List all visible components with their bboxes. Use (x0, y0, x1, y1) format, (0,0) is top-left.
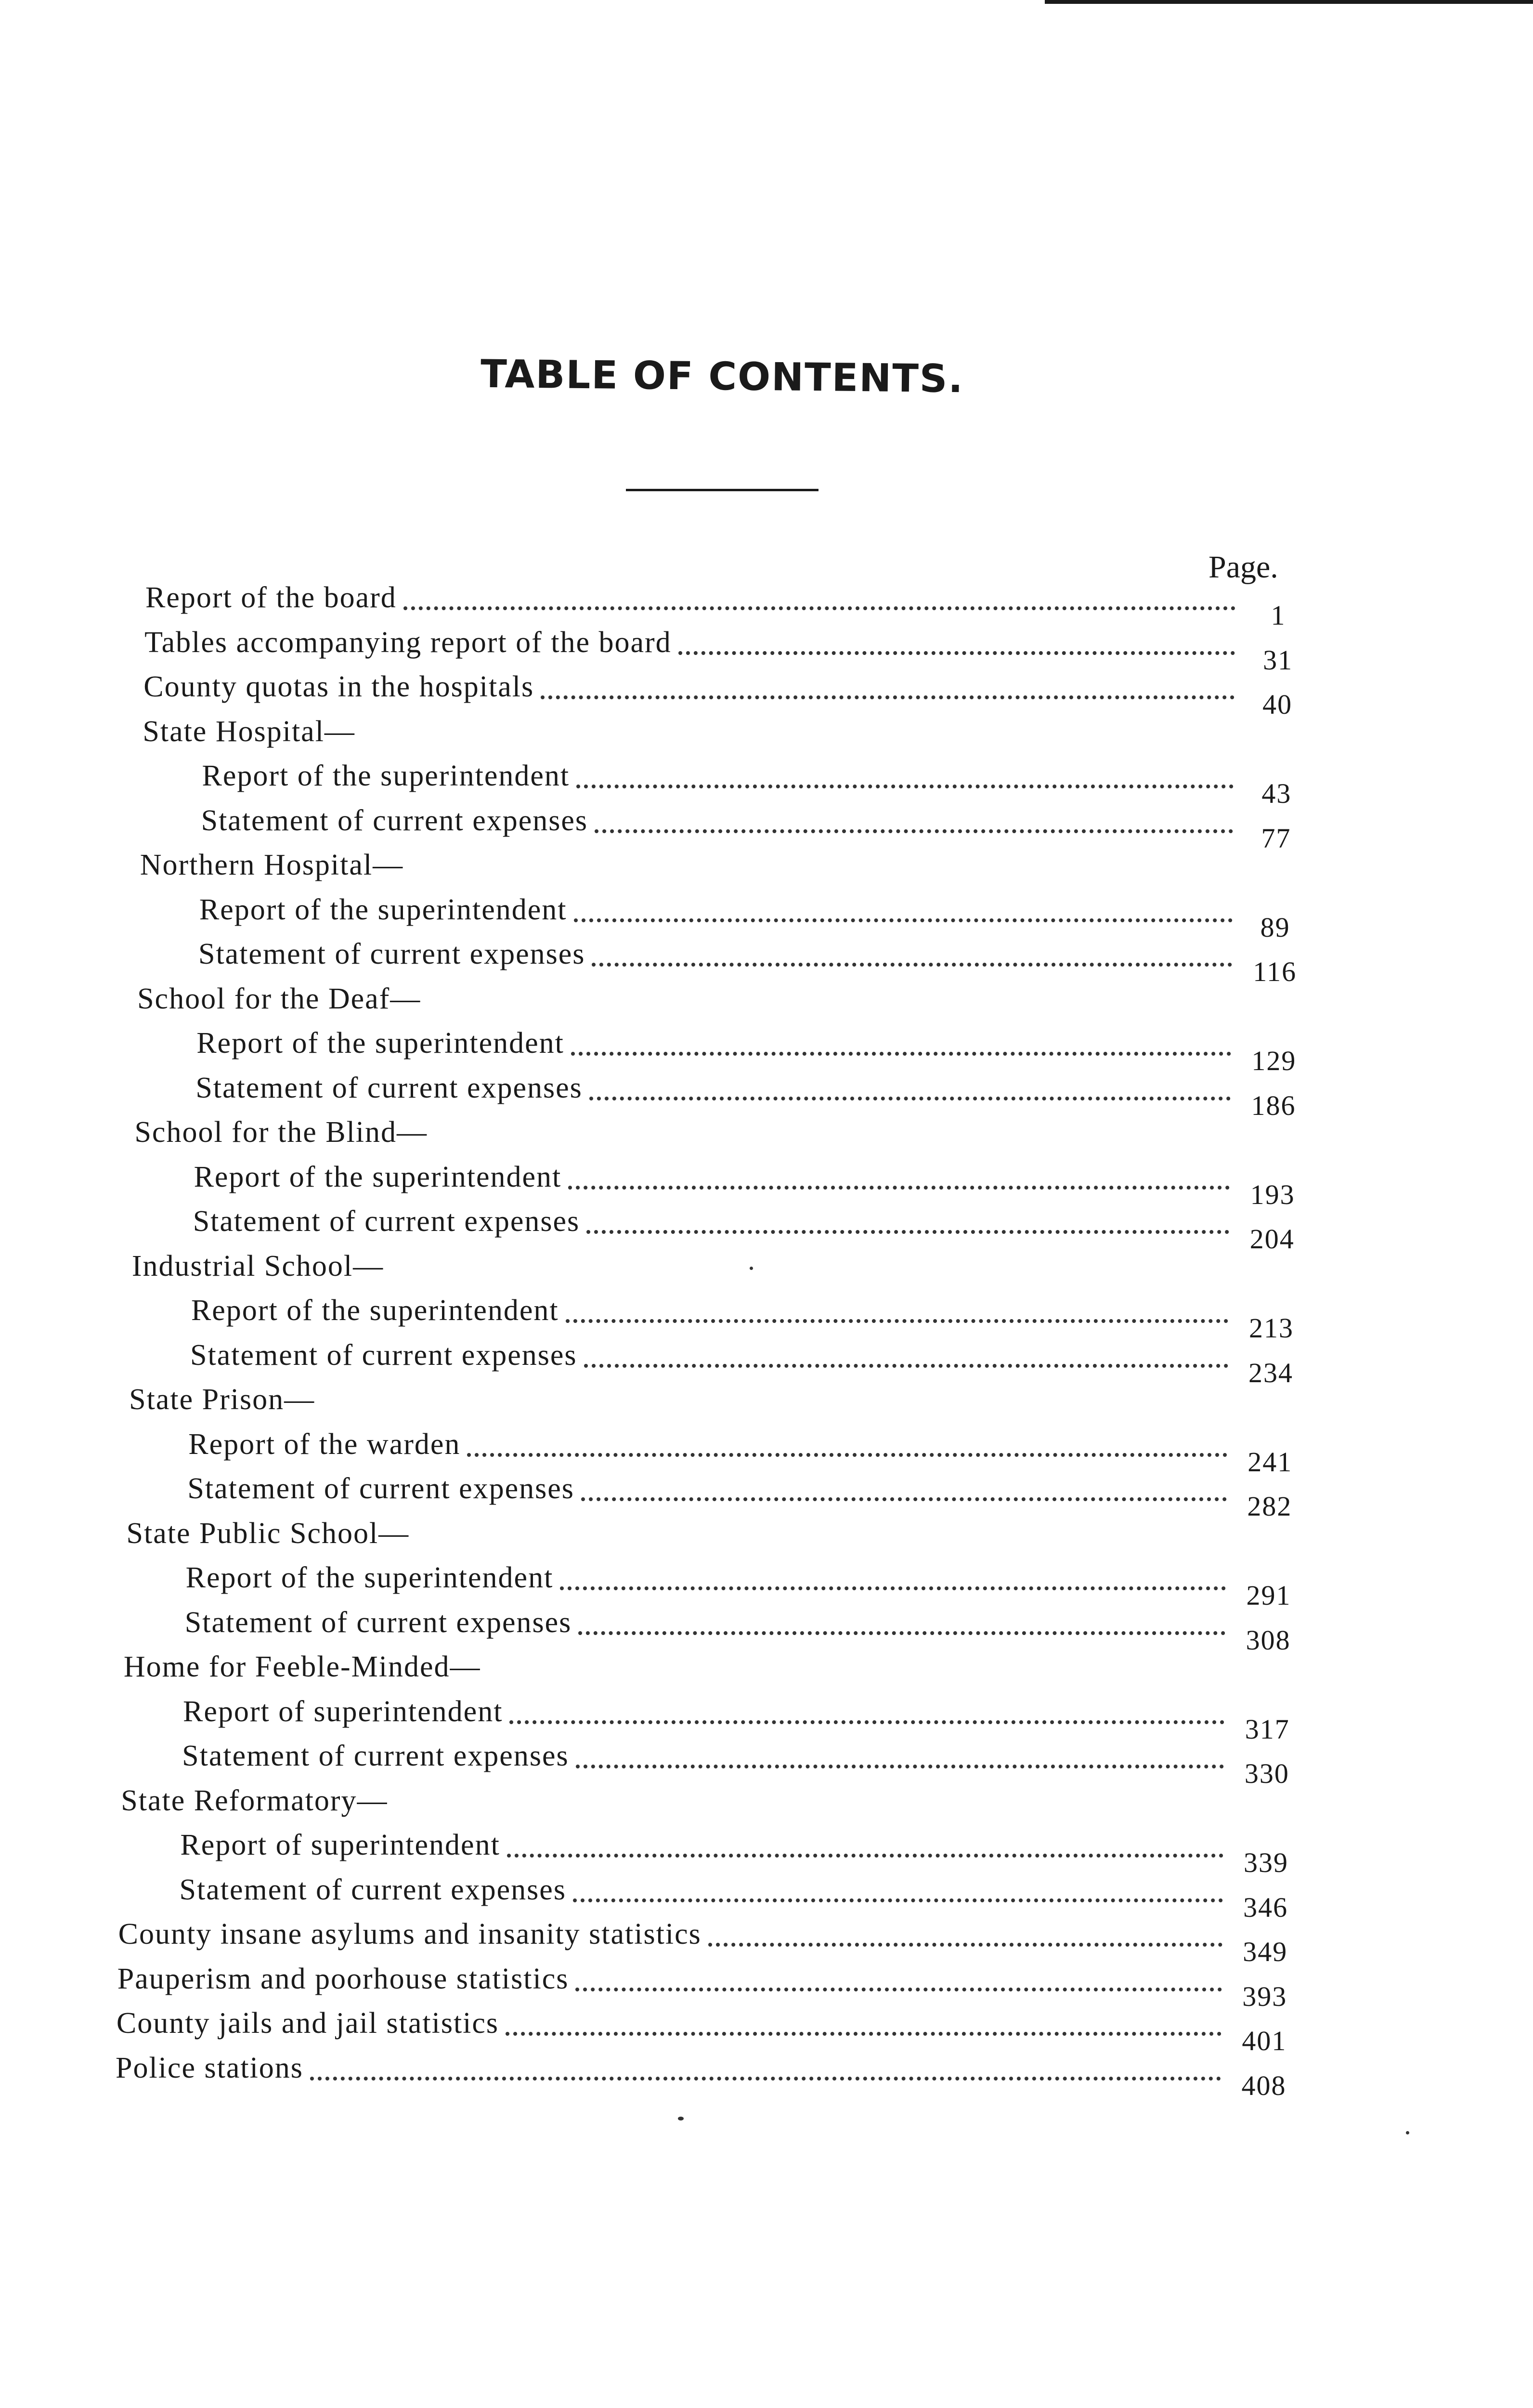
dot-leader (584, 1348, 1228, 1368)
dot-leader (589, 1081, 1231, 1100)
toc-entry-label: Report of superintendent (183, 1695, 503, 1728)
toc-section-heading (129, 1373, 1306, 1417)
dot-leader (592, 947, 1232, 967)
toc-section-heading (132, 1239, 1308, 1283)
dot-leader (576, 769, 1234, 788)
toc-entry-page: 241 (1247, 1446, 1293, 1478)
toc-entry-page: 339 (1244, 1847, 1289, 1878)
page-title: TABLE OF CONTENTS. (480, 351, 964, 402)
scan-speck (1406, 2131, 1409, 2134)
toc-entry (180, 1818, 1302, 1878)
toc-entry-label: Report of the superintendent (199, 893, 567, 926)
toc-entry-page: 213 (1248, 1312, 1294, 1344)
toc-section-label: Home for Feeble-Minded— (123, 1650, 481, 1683)
toc-section-label: School for the Deaf— (137, 982, 421, 1015)
dot-leader (581, 1482, 1227, 1501)
scan-speck (750, 1267, 753, 1270)
toc-entry (190, 1328, 1307, 1388)
toc-section-heading (134, 1105, 1309, 1150)
dot-leader (576, 1749, 1224, 1768)
toc-entry (145, 571, 1314, 631)
toc-entry-page: 234 (1248, 1357, 1294, 1388)
toc-entry (191, 1283, 1308, 1344)
dot-leader (509, 1705, 1224, 1724)
dot-leader (310, 2061, 1221, 2081)
toc-section-label: Industrial School— (131, 1249, 384, 1283)
toc-entry-page: 116 (1253, 956, 1297, 987)
toc-entry-page: 186 (1251, 1089, 1296, 1121)
toc-entry (116, 2041, 1300, 2101)
toc-entry (202, 749, 1312, 809)
toc-entry-page: 393 (1242, 1980, 1287, 2012)
dot-leader (586, 1215, 1229, 1234)
dot-leader (578, 1616, 1225, 1635)
toc-entry-label: Police stations (116, 2051, 303, 2084)
toc-entry-label: County quotas in the hospitals (143, 670, 534, 703)
dot-leader (595, 814, 1233, 833)
page-column-heading: Page. (1208, 550, 1278, 585)
toc-entry-label: Report of superintendent (180, 1829, 500, 1861)
toc-entry-page: 193 (1250, 1178, 1295, 1210)
toc-entry (183, 1685, 1303, 1745)
toc-entry-label: Pauperism and poorhouse statistics (117, 1962, 569, 1995)
toc-entry (116, 1996, 1300, 2056)
toc-entry (143, 660, 1313, 720)
toc-entry-page: 330 (1244, 1758, 1289, 1789)
toc-section-label: Northern Hospital— (140, 849, 404, 881)
dot-leader (403, 591, 1235, 610)
dot-leader (571, 1036, 1231, 1056)
dot-leader (573, 1883, 1223, 1902)
dot-leader (467, 1438, 1227, 1457)
toc-entry-page: 349 (1243, 1936, 1288, 1967)
toc-entry-label: Tables accompanying report of the board (144, 626, 672, 659)
dot-leader (566, 1304, 1229, 1323)
toc-entry-label: Report of the superintendent (196, 1027, 564, 1060)
toc-section-heading (124, 1640, 1304, 1684)
toc-section-label: School for the Blind— (134, 1116, 428, 1149)
toc-entry (196, 1016, 1310, 1076)
dot-leader (574, 903, 1233, 922)
toc-entry-page: 291 (1246, 1580, 1291, 1611)
toc-entry-label: Statement of current expenses (182, 1740, 569, 1772)
toc-entry-label: Report of the superintendent (185, 1561, 554, 1594)
toc-section-heading (121, 1774, 1302, 1818)
toc-entry-page: 43 (1261, 778, 1292, 809)
toc-section-label: State Prison— (129, 1383, 315, 1416)
dot-leader (575, 1972, 1221, 1991)
toc-entry-page: 1 (1271, 600, 1286, 631)
toc-entry (188, 1417, 1306, 1478)
toc-entry-page: 317 (1245, 1713, 1290, 1745)
toc-entry-label: Statement of current expenses (190, 1338, 577, 1372)
toc-entry-page: 282 (1247, 1491, 1292, 1522)
toc-entry-label: County jails and jail statistics (116, 2007, 499, 2040)
toc-entry-page: 31 (1263, 644, 1293, 676)
toc-section-label: State Hospital— (143, 715, 355, 748)
toc-entry-label: Report of the superintendent (202, 759, 570, 792)
dot-leader (507, 1838, 1223, 1858)
toc-entry-page: 401 (1242, 2025, 1287, 2056)
dot-leader (708, 1927, 1222, 1947)
toc-entry (184, 1596, 1304, 1656)
toc-section-heading (137, 972, 1311, 1016)
toc-entry-page: 89 (1260, 911, 1290, 943)
dot-leader (560, 1571, 1226, 1590)
toc-entry-label: Statement of current expenses (193, 1205, 580, 1238)
toc-entry (199, 883, 1312, 943)
toc-entry-label: Report of the warden (188, 1427, 461, 1461)
toc-entry (201, 794, 1312, 854)
toc-entry (118, 1907, 1301, 1967)
toc-entry-page: 346 (1243, 1891, 1288, 1923)
toc-entry-page: 40 (1262, 689, 1293, 720)
toc-entry-label: Report of the superintendent (194, 1160, 562, 1193)
toc-entry (193, 1194, 1309, 1255)
toc-section-heading (127, 1506, 1305, 1551)
toc-section-label: State Public School— (126, 1517, 410, 1550)
toc-section-label: State Reformatory— (121, 1784, 388, 1817)
scan-speck (678, 2117, 684, 2120)
toc-entry (195, 1061, 1310, 1121)
toc-entry-page: 204 (1249, 1223, 1295, 1255)
toc-entry (194, 1150, 1309, 1210)
dot-leader (541, 680, 1234, 699)
toc-entry (144, 615, 1314, 676)
toc-entry-label: Statement of current expenses (201, 804, 588, 837)
dot-leader (678, 636, 1235, 655)
toc-section-heading (143, 705, 1313, 749)
toc-section-heading (140, 838, 1312, 882)
dot-leader (568, 1170, 1230, 1190)
toc-entry-label: County insane asylums and insanity statistics (118, 1918, 702, 1950)
toc-entry-label: Statement of current expenses (198, 938, 585, 970)
toc-entry (198, 927, 1311, 987)
toc-entry-page: 129 (1251, 1045, 1297, 1076)
toc-entry-page: 408 (1241, 2069, 1286, 2101)
toc-entry (185, 1551, 1305, 1611)
toc-entry (179, 1863, 1302, 1923)
toc-entry (187, 1462, 1305, 1522)
toc-entry-page: 77 (1261, 822, 1291, 854)
toc-entry-label: Statement of current expenses (184, 1606, 572, 1639)
toc-entry (117, 1952, 1301, 2012)
dot-leader (506, 2016, 1221, 2036)
toc-entry-label: Statement of current expenses (195, 1071, 583, 1104)
toc-entry-label: Report of the superintendent (191, 1294, 559, 1327)
toc-entry-label: Statement of current expenses (179, 1873, 566, 1906)
toc-entry-label: Report of the board (145, 581, 397, 614)
toc-entry (182, 1729, 1303, 1789)
toc-entry-label: Statement of current expenses (187, 1472, 574, 1505)
toc-entry-page: 308 (1246, 1624, 1291, 1656)
